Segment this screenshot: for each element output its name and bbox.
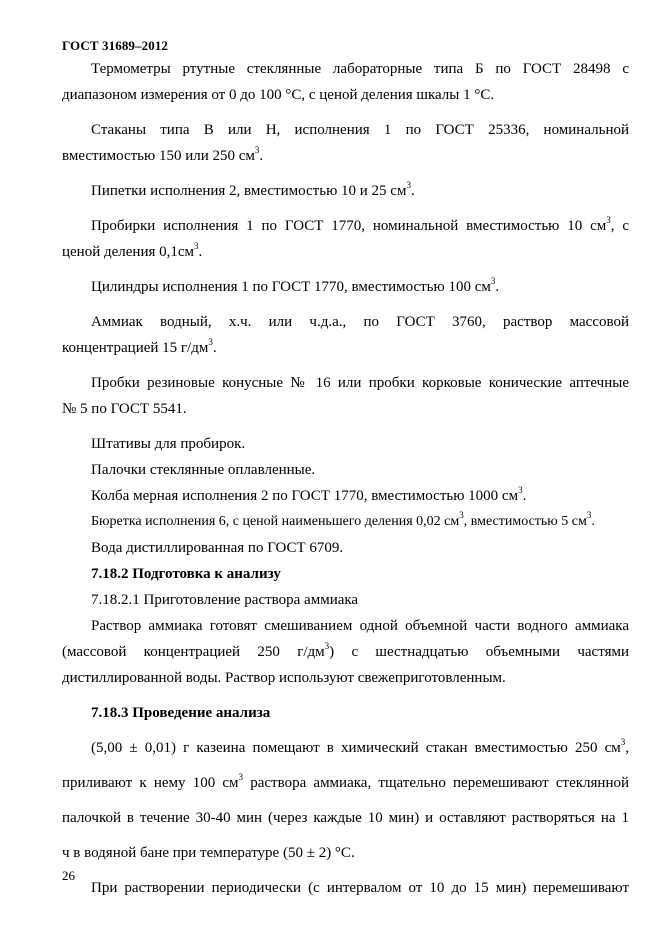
text-line xyxy=(62,805,629,831)
paragraph-dissolving xyxy=(62,875,629,901)
text-line: , xyxy=(625,740,629,756)
text-line: . xyxy=(522,488,527,504)
paragraph-glass-rods: Палочки стеклянные оплавленные. xyxy=(91,462,316,478)
text-line: диапазоном измерения от 0 до 100 °С, с ценой деления шкалы 1 °С. xyxy=(62,87,495,103)
text-line xyxy=(62,639,629,665)
text-line: . xyxy=(410,183,415,199)
superscript: 3 xyxy=(254,145,260,155)
text-line: ) с шестнадцатью объемными частями xyxy=(329,644,629,660)
paragraph-stoppers xyxy=(62,370,629,396)
paragraph-test-tubes xyxy=(62,213,629,239)
section-heading-preparation: 7.18.2 Подготовка к анализу xyxy=(91,566,281,582)
text-line: раствора аммиака, тщательно перемешивают стеклянной xyxy=(243,775,629,791)
text-line xyxy=(62,143,629,169)
text-line: Цилиндры исполнения 1 по ГОСТ 1770, вместимостью 100 см xyxy=(91,279,491,295)
paragraph-ammonia xyxy=(62,309,629,335)
text-line: Пробки резиновые конусные № 16 или пробки корковые конические аптечные xyxy=(91,375,629,391)
text-line: (5,00 ± 0,01) г казеина помещают в химический стакан вместимостью 250 см xyxy=(91,740,621,756)
superscript: 3 xyxy=(586,510,592,521)
superscript: 3 xyxy=(208,337,213,347)
page-number: 26 xyxy=(62,868,75,883)
text-line: приливают к нему 100 см xyxy=(62,775,239,791)
text-line xyxy=(62,335,629,361)
paragraph-pipettes xyxy=(62,178,629,204)
text-line: Пробирки исполнения 1 по ГОСТ 1770, номинальной вместимостью 10 см xyxy=(91,218,607,234)
text-line xyxy=(62,82,629,108)
text-line: вместимостью 150 или 250 см xyxy=(62,148,255,164)
text-line: . xyxy=(212,340,217,356)
text-line: (массовой концентрацией 250 г/дм xyxy=(62,644,325,660)
paragraph-ammonia-solution xyxy=(62,613,629,639)
text-line: . xyxy=(259,148,264,164)
subsection-heading-ammonia-solution: 7.18.2.1 Приготовление раствора аммиака xyxy=(91,592,359,608)
text-line xyxy=(62,239,629,265)
superscript: 3 xyxy=(406,180,411,190)
text-line: Бюретка исполнения 6, с ценой наименьшего деления 0,02 см xyxy=(91,514,460,529)
paragraph-cylinders xyxy=(62,274,629,300)
text-line xyxy=(62,840,629,866)
text-line: Колба мерная исполнения 2 по ГОСТ 1770, вместимостью 1000 см xyxy=(91,488,519,504)
paragraph-racks: Штативы для пробирок. xyxy=(91,436,246,452)
superscript: 3 xyxy=(238,772,244,782)
text-line: , вместимостью 5 см xyxy=(463,514,587,529)
text-line: Пипетки исполнения 2, вместимостью 10 и 25 см xyxy=(91,183,407,199)
superscript: 3 xyxy=(606,215,611,225)
paragraph-analysis xyxy=(62,735,629,761)
text-line: дистиллированной воды. Раствор используют свежеприготовленным. xyxy=(62,670,506,686)
paragraph-thermometers xyxy=(62,56,629,82)
superscript: 3 xyxy=(459,510,464,521)
text-line: ч в водяной бане при температуре (50 ± 2) °С. xyxy=(62,845,355,861)
paragraph-water: Вода дистиллированная по ГОСТ 6709. xyxy=(91,540,344,556)
text-line: ценой деления 0,1см xyxy=(62,244,195,260)
superscript: 3 xyxy=(324,641,330,651)
text-line xyxy=(62,396,629,422)
text-line: концентрацией 15 г/дм xyxy=(62,340,209,356)
document-body xyxy=(62,56,629,901)
text-line: Аммиак водный, х.ч. или ч.д.а., по ГОСТ 3760, раствор массовой xyxy=(91,314,629,330)
text-line: . xyxy=(495,279,500,295)
text-line: . xyxy=(198,244,203,260)
document-header: ГОСТ 31689–2012 xyxy=(62,38,169,53)
paragraph-flask xyxy=(62,483,629,509)
text-line xyxy=(62,770,629,796)
text-line: Стаканы типа В или Н, исполнения 1 по ГОСТ 25336, номинальной xyxy=(91,122,629,138)
text-line: Термометры ртутные стеклянные лабораторные типа Б по ГОСТ 28498 с xyxy=(91,61,629,77)
text-line: палочкой в течение 30-40 мин (через каждые 10 мин) и оставляют растворяться на 1 xyxy=(62,810,629,826)
text-line: Раствор аммиака готовят смешиванием одной объемной части водного аммиака xyxy=(91,618,629,634)
section-heading-analysis: 7.18.3 Проведение анализа xyxy=(91,705,271,721)
superscript: 3 xyxy=(490,276,496,286)
superscript: 3 xyxy=(518,485,523,495)
text-line: . xyxy=(591,514,595,529)
superscript: 3 xyxy=(194,241,199,251)
superscript: 3 xyxy=(620,737,626,747)
paragraph-beakers xyxy=(62,117,629,143)
text-line: При растворении периодически (с интервалом от 10 до 15 мин) перемешивают xyxy=(91,880,629,896)
text-line: , с xyxy=(610,218,629,234)
text-line xyxy=(62,665,629,691)
text-line: № 5 по ГОСТ 5541. xyxy=(62,401,187,417)
paragraph-burette xyxy=(62,509,629,535)
